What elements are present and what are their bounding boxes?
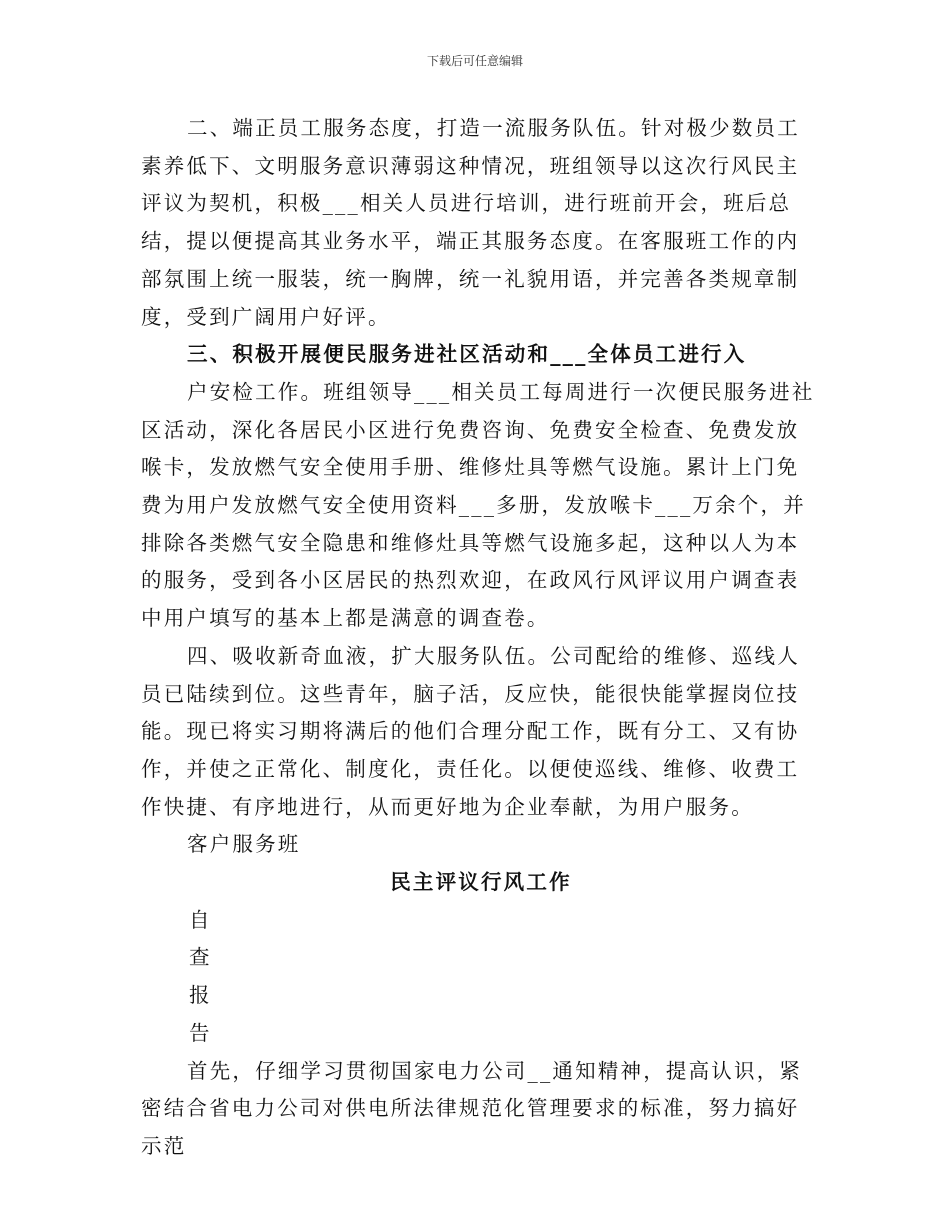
document-body: [141, 110, 821, 1166]
paragraph-community-service: 户安检工作。班组领导___相关员工每周进行一次便民服务进社区活动，深化各居民小区进行免费咨询、免费安全检查、免费发放喉卡，发放燃气安全使用手册、维修灶具等燃气设施。累计上门免费为用户发放燃气安全使用资料___多册，发放喉卡___万余个，并排除各类燃气安全隐患和维修灶具等燃气设施多起，这种以人为本的服务，受到各小区居民的热烈欢迎，在政风行风评议用户调查表中用户填写的基本上都是满意的调查卷。: [141, 379, 815, 631]
section-heading-community: 三、积极开展便民服务进社区活动和___全体员工进行入: [187, 342, 747, 367]
vertical-title-char: 查: [189, 945, 212, 970]
vertical-title-char: 自: [189, 907, 212, 932]
paragraph-service-attitude: 二、端正员工服务态度，打造一流服务队伍。针对极少数员工素养低下、文明服务意识薄弱这种情况，班组领导以这次行风民主评议为契机，积极___相关人员进行培训，进行班前开会，班后总结，提以便提高其业务水平，端正其服务态度。在客服班工作的内部氛围上统一服装，统一胸牌，统一礼貌用语，并完善各类规章制度，受到广阔用户好评。: [141, 116, 800, 329]
paragraph-new-staff: 四、吸收新奇血液，扩大服务队伍。公司配给的维修、巡线人员已陆续到位。这些青年，脑子活，反应快，能很快能掌握岗位技能。现已将实习期将满后的他们合理分配工作，既有分工、又有协作，并使之正常化、制度化，责任化。以便使巡线、维修、收费工作快捷、有序地进行，从而更好地为企业奉献，为用户服务。: [141, 643, 800, 819]
paragraph-first-step: 首先，仔细学习贯彻国家电力公司__通知精神，提高认识，紧密结合省电力公司对供电所法律规范化管理要求的标准，努力搞好示范: [141, 1058, 803, 1158]
document-title: 民主评议行风工作: [390, 870, 572, 895]
vertical-title-char: 告: [189, 1020, 212, 1045]
signature: 客户服务班: [187, 832, 301, 857]
vertical-title-char: 报: [189, 983, 212, 1008]
page-header: 下载后可任意编辑: [426, 54, 523, 68]
